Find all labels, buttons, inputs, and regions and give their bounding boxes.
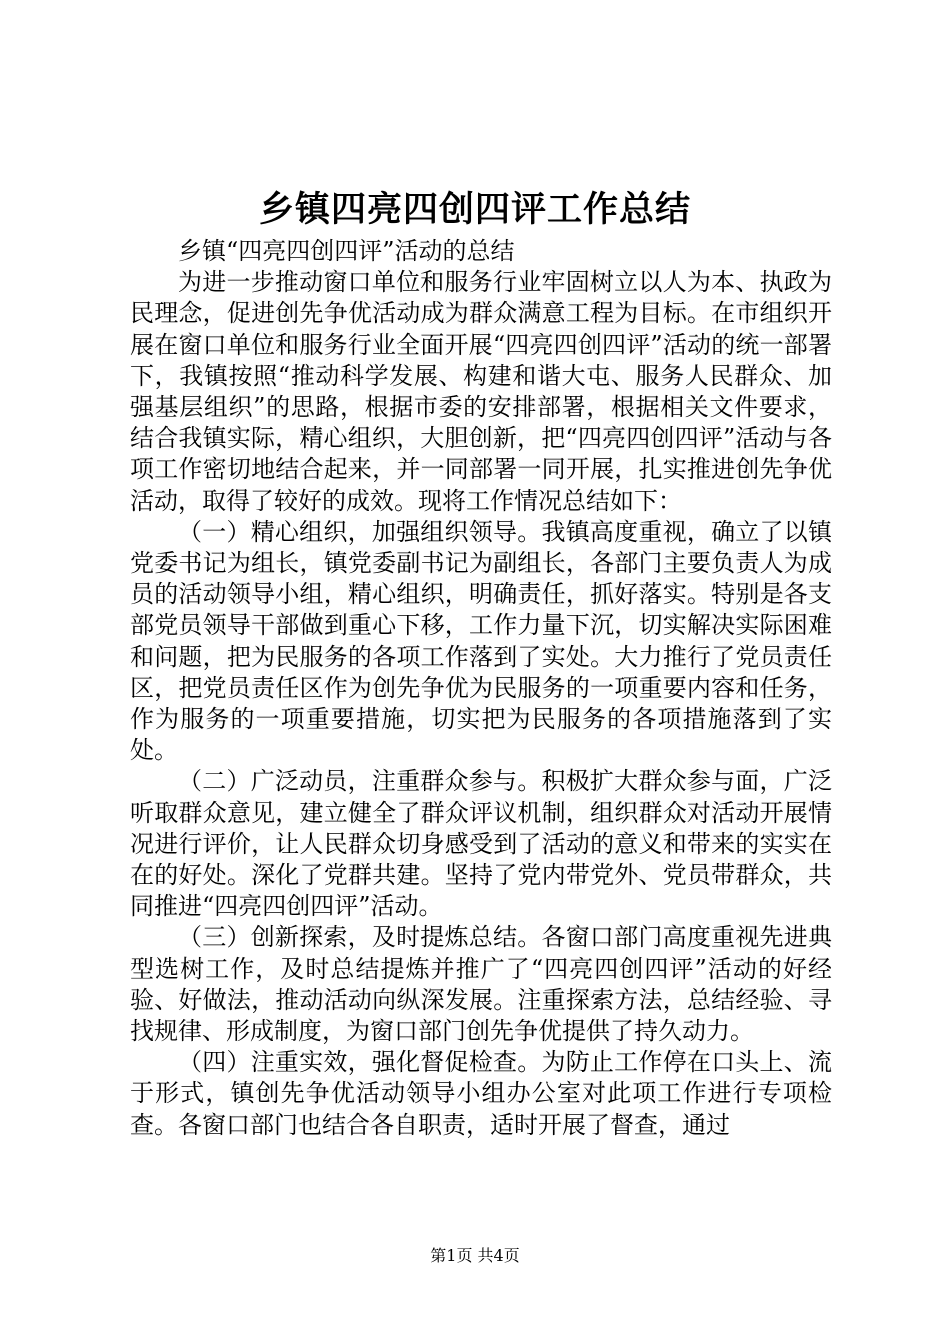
document-body [130,236,832,1141]
subtitle-paragraph: 乡镇“四亮四创四评”活动的总结 [178,237,515,265]
section-4-paragraph: （四）注重实效，强化督促检查。为防止工作停在口头上、流于形式，镇创先争优活动领导小组办公室对此项工作进行专项检查。各窗口部门也结合各自职责，适时开展了督查，通过 [130,1048,832,1139]
intro-paragraph: 为进一步推动窗口单位和服务行业牢固树立以人为本、执政为民理念，促进创先争优活动成为群众满意工程为目标。在市组织开展在窗口单位和服务行业全面开展“四亮四创四评”活动的统一部署下，我镇按照“推动科学发展、构建和谐大屯、服务人民群众、加强基层组织”的思路，根据市委的安排部署，根据相关文件要求，结合我镇实际，精心组织，大胆创新，把“四亮四创四评”活动与各项工作密切地结合起来，并一同部署一同开展，扎实推进创先争优活动，取得了较好的成效。现将工作情况总结如下： [130,268,832,515]
section-3-paragraph: （三）创新探索，及时提炼总结。各窗口部门高度重视先进典型选树工作，及时总结提炼并推广了“四亮四创四评”活动的好经验、好做法，推动活动向纵深发展。注重探索方法，总结经验、寻找规律、形成制度，为窗口部门创先争优提供了持久动力。 [130,923,832,1046]
section-2-paragraph: （二）广泛动员，注重群众参与。积极扩大群众参与面，广泛听取群众意见，建立健全了群众评议机制，组织群众对活动开展情况进行评价，让人民群众切身感受到了活动的意义和带来的实实在在的好处。深化了党群共建。坚持了党内带党外、党员带群众，共同推进“四亮四创四评”活动。 [130,767,832,921]
page-number-footer: 第1页 共4页 [430,1246,520,1265]
document-title: 乡镇四亮四创四评工作总结 [258,189,691,230]
section-1-paragraph: （一）精心组织，加强组织领导。我镇高度重视，确立了以镇党委书记为组长，镇党委副书记为副组长，各部门主要负责人为成员的活动领导小组，精心组织，明确责任，抓好落实。特别是各支部党员领导干部做到重心下移，工作力量下沉，切实解决实际困难和问题，把为民服务的各项工作落到了实处。大力推行了党员责任区，把党员责任区作为创先争优为民服务的一项重要内容和任务，作为服务的一项重要措施，切实把为民服务的各项措施落到了实处。 [130,517,832,765]
